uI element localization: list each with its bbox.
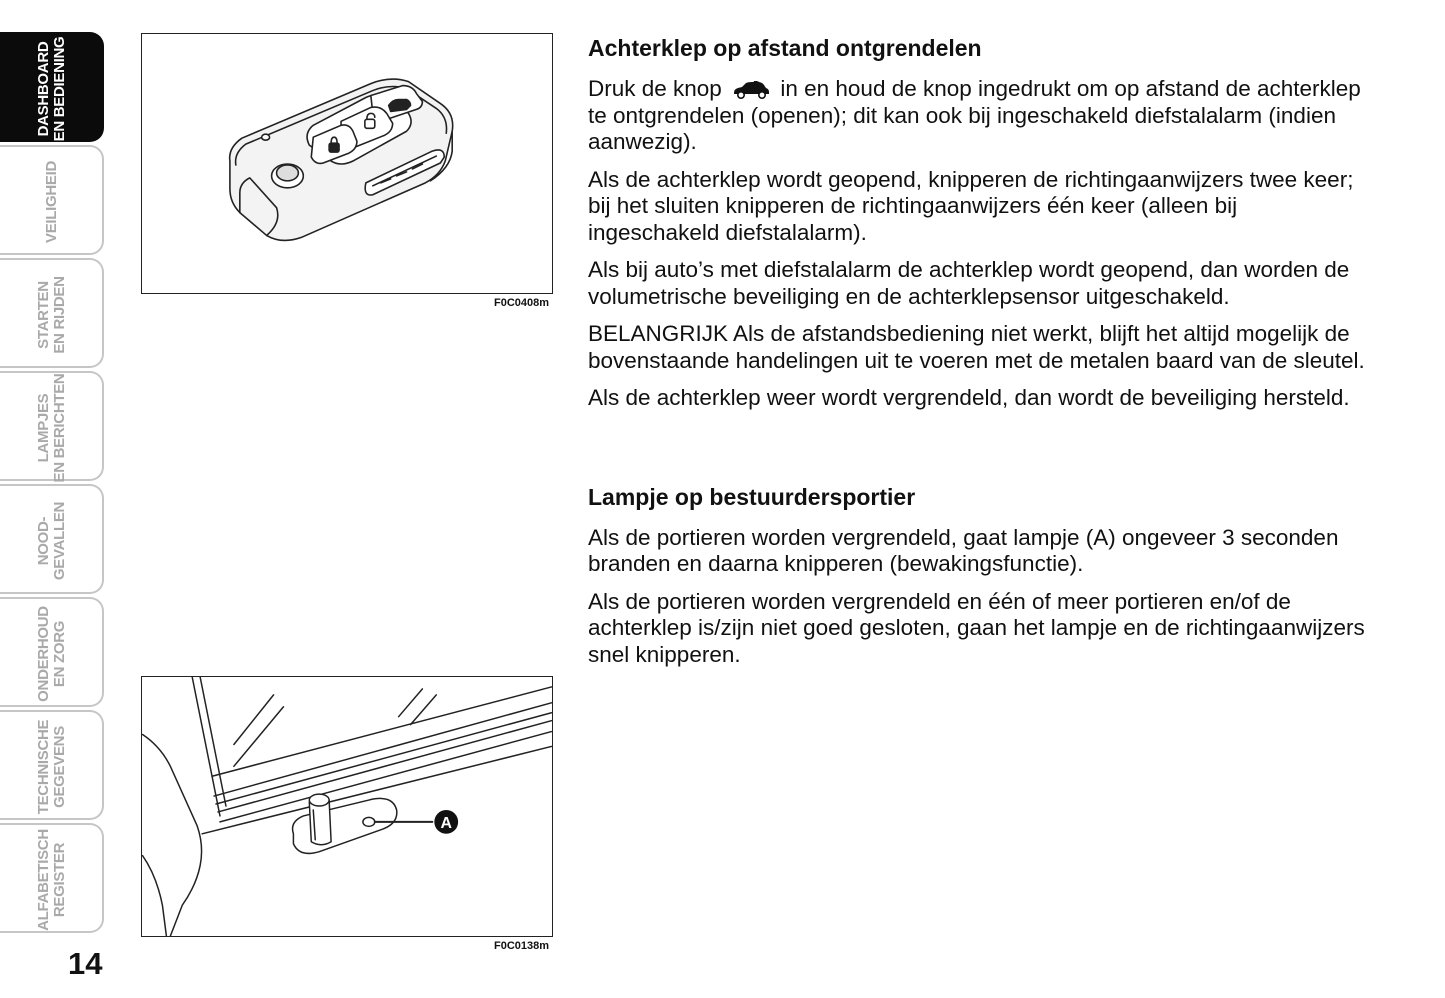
tab-label-line2: EN ZORG [51, 620, 68, 688]
tab-starten[interactable] [0, 258, 104, 368]
tab-label-line1: ONDERHOUD [35, 606, 52, 702]
paragraph: Als de portieren worden vergrendeld en één of meer portieren en/of de achterklep is/zijn niet goed gesloten, gaan het lampje en de richtingaanwijzers snel knipperen. [588, 588, 1365, 667]
tab-label-line1: ALFABETISCH [35, 829, 52, 931]
car-trunk-icon [732, 81, 770, 99]
tab-label-line2: GEGEVENS [51, 726, 68, 808]
door-lamp-illustration [141, 676, 553, 937]
spacer [588, 423, 1368, 483]
tab-label-line2: GEVALLEN [51, 501, 68, 581]
tab-alfabetisch[interactable] [0, 823, 104, 933]
paragraph-text: Druk de knop [588, 76, 722, 101]
paragraph: Als de achterklep weer wordt vergrendeld, dan wordt de beveiliging hersteld. [588, 385, 1350, 410]
tab-label-line1: NOOD- [35, 516, 52, 566]
paragraph: Als bij auto’s met diefstalalarm de achterklep wordt geopend, dan worden de volumetrische beveiliging en de achterklepsensor uitgeschakeld. [588, 257, 1350, 309]
paragraph-text: in en houd de knop ingedrukt om op afstand de achterklep te ontgrendelen (openen); dit kan ook bij ingeschakeld diefstalalarm (indien aanwezig). [588, 76, 1361, 154]
key-fob-icon [142, 34, 552, 293]
tab-label-line2: EN BEDIENING [51, 36, 68, 142]
tab-label-line2: REGISTER [51, 842, 68, 918]
tab-dashboard[interactable] [0, 32, 104, 142]
tab-label-line2: EN BERICHTEN [51, 373, 68, 483]
page-number: 14 [68, 946, 103, 981]
callout-label-a: A [440, 814, 452, 832]
key-fob-illustration [141, 33, 553, 294]
tab-label-line1: DASHBOARD [35, 41, 52, 137]
tab-label-line1: LAMPJES [35, 393, 52, 463]
figure-code: F0C0138m [494, 940, 550, 952]
tab-technische[interactable] [0, 710, 104, 820]
section-title-door-lamp: Lampje op bestuurdersportier [588, 483, 916, 510]
text-column [588, 34, 1368, 679]
paragraph: BELANGRIJK Als de afstandsbediening niet werkt, blijft het altijd mogelijk de bovenstaande handelingen uit te voeren met de metalen baard van de sleutel. [588, 321, 1365, 373]
tab-veiligheid[interactable] [0, 145, 104, 255]
tab-lampjes[interactable] [0, 371, 104, 481]
tab-label-line1: VEILIGHEID [43, 160, 60, 244]
tab-label-line2: EN RIJDEN [51, 276, 68, 354]
tab-noodgevallen[interactable] [0, 484, 104, 594]
paragraph [588, 76, 1368, 156]
tab-label-line1: STARTEN [35, 281, 52, 349]
door-lock-icon [142, 677, 552, 936]
tab-onderhoud[interactable] [0, 597, 104, 707]
figure-code: F0C0408m [494, 297, 550, 309]
paragraph: Als de achterklep wordt geopend, knipperen de richtingaanwijzers twee keer; bij het sluiten knipperen de richtingaanwijzers één keer (alleen bij ingeschakeld diefstalalarm). [588, 166, 1354, 245]
tab-label-line1: TECHNISCHE [35, 719, 52, 815]
section-title-remote-tailgate: Achterklep op afstand ontgrendelen [588, 35, 982, 61]
paragraph: Als de portieren worden vergrendeld, gaat lampje (A) ongeveer 3 seconden branden en daarna knipperen (bewakingsfunctie). [588, 524, 1339, 576]
